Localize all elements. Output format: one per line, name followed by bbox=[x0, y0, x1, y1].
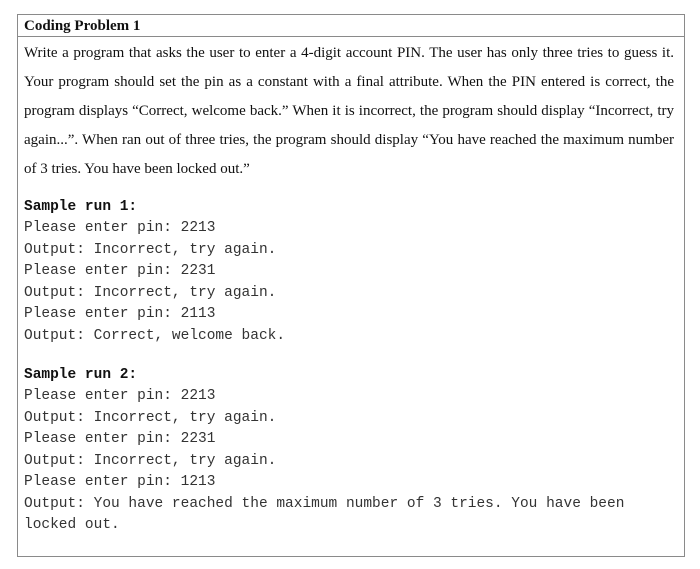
sample-line: Please enter pin: 2213 bbox=[24, 388, 216, 404]
sample-line: Output: Incorrect, try again. bbox=[24, 284, 277, 301]
problem-box bbox=[17, 14, 685, 557]
sample-line: Output: You have reached the maximum number of 3 tries. You have been locked out. bbox=[24, 495, 634, 533]
sample-line: Output: Incorrect, try again. bbox=[24, 241, 277, 258]
sample-line: Output: Correct, welcome back. bbox=[24, 327, 286, 344]
sample-line: Please enter pin: 2113 bbox=[24, 306, 216, 322]
sample-heading: Sample run 1: bbox=[24, 199, 138, 215]
sample-line: Output: Incorrect, try again. bbox=[24, 409, 277, 426]
sample-line: Output: Incorrect, try again. bbox=[24, 452, 277, 469]
sample-line: Please enter pin: 2231 bbox=[24, 431, 216, 447]
sample-line: Please enter pin: 2231 bbox=[24, 263, 216, 279]
sample-run-1 bbox=[18, 197, 684, 347]
sample-heading: Sample run 2: bbox=[24, 367, 138, 383]
problem-description: Write a program that asks the user to enter a 4-digit account PIN. The user has only three tries to guess it. Your program should set the pin as a constant with a final attribute. When the PIN entered is correct, the program displays “Correct, welcome back.” When it is incorrect, the program should display “Incorrect, try again...”. When ran out of three tries, the program should display “You have reached the maximum number of 3 tries. You have been locked out.” bbox=[24, 45, 674, 177]
problem-title: Coding Problem 1 bbox=[24, 18, 141, 34]
title-row bbox=[18, 15, 684, 37]
sample-run-2 bbox=[18, 365, 684, 537]
sample-line: Please enter pin: 2213 bbox=[24, 220, 216, 236]
sample-line: Please enter pin: 1213 bbox=[24, 474, 216, 490]
